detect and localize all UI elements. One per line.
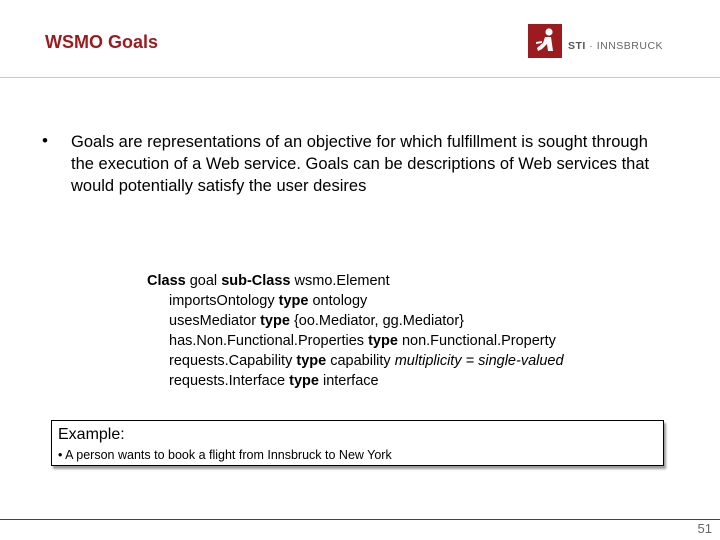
attribute-type: {oo.Mediator, gg.Mediator} — [293, 313, 465, 329]
subclass-keyword: sub-Class — [221, 273, 291, 289]
logo-place: INNSBRUCK — [596, 40, 664, 52]
attribute-type: capability — [330, 353, 391, 369]
sti-logo-icon — [528, 24, 562, 58]
attribute-type: ontology — [312, 293, 368, 309]
example-box — [51, 420, 664, 466]
attribute-name: requests.Interface — [169, 373, 286, 389]
attribute-line — [147, 351, 564, 371]
class-name: goal — [189, 273, 218, 289]
example-item: • A person wants to book a flight from Innsbruck to New York — [58, 448, 392, 462]
example-label: Example: — [58, 426, 125, 443]
attribute-name: requests.Capability — [169, 353, 293, 369]
class-keyword: Class — [147, 273, 186, 289]
header-divider — [0, 77, 720, 78]
attribute-multiplicity: multiplicity = single-valued — [394, 353, 564, 369]
logo-text — [568, 40, 663, 52]
logo-name: STI — [568, 40, 586, 52]
attribute-line — [147, 311, 564, 331]
attribute-type: interface — [322, 373, 379, 389]
attribute-name: importsOntology — [169, 293, 275, 309]
type-keyword: type — [368, 333, 398, 349]
footer-divider — [0, 519, 720, 520]
parent-class: wsmo.Element — [294, 273, 390, 289]
attribute-line — [147, 291, 564, 311]
class-header-line — [147, 271, 564, 291]
bullet-marker: • — [42, 131, 48, 150]
type-keyword: type — [296, 353, 327, 369]
attribute-name: usesMediator — [169, 313, 257, 329]
type-keyword: type — [289, 373, 319, 389]
page-number: 51 — [697, 521, 712, 536]
bullet-text: Goals are representations of an objective for which fulfillment is sought through the execution of a Web service. Goals can be descriptions of Web services that would potentially satisfy the user desires — [71, 133, 650, 195]
logo-separator: · — [589, 40, 594, 52]
slide-title: WSMO Goals — [45, 32, 159, 52]
type-keyword: type — [278, 293, 309, 309]
attribute-name: has.Non.Functional.Properties — [169, 333, 365, 349]
attribute-type: non.Functional.Property — [401, 333, 556, 349]
attribute-line — [147, 331, 564, 351]
type-keyword: type — [260, 313, 290, 329]
class-definition — [147, 271, 564, 391]
attribute-line — [147, 371, 564, 391]
